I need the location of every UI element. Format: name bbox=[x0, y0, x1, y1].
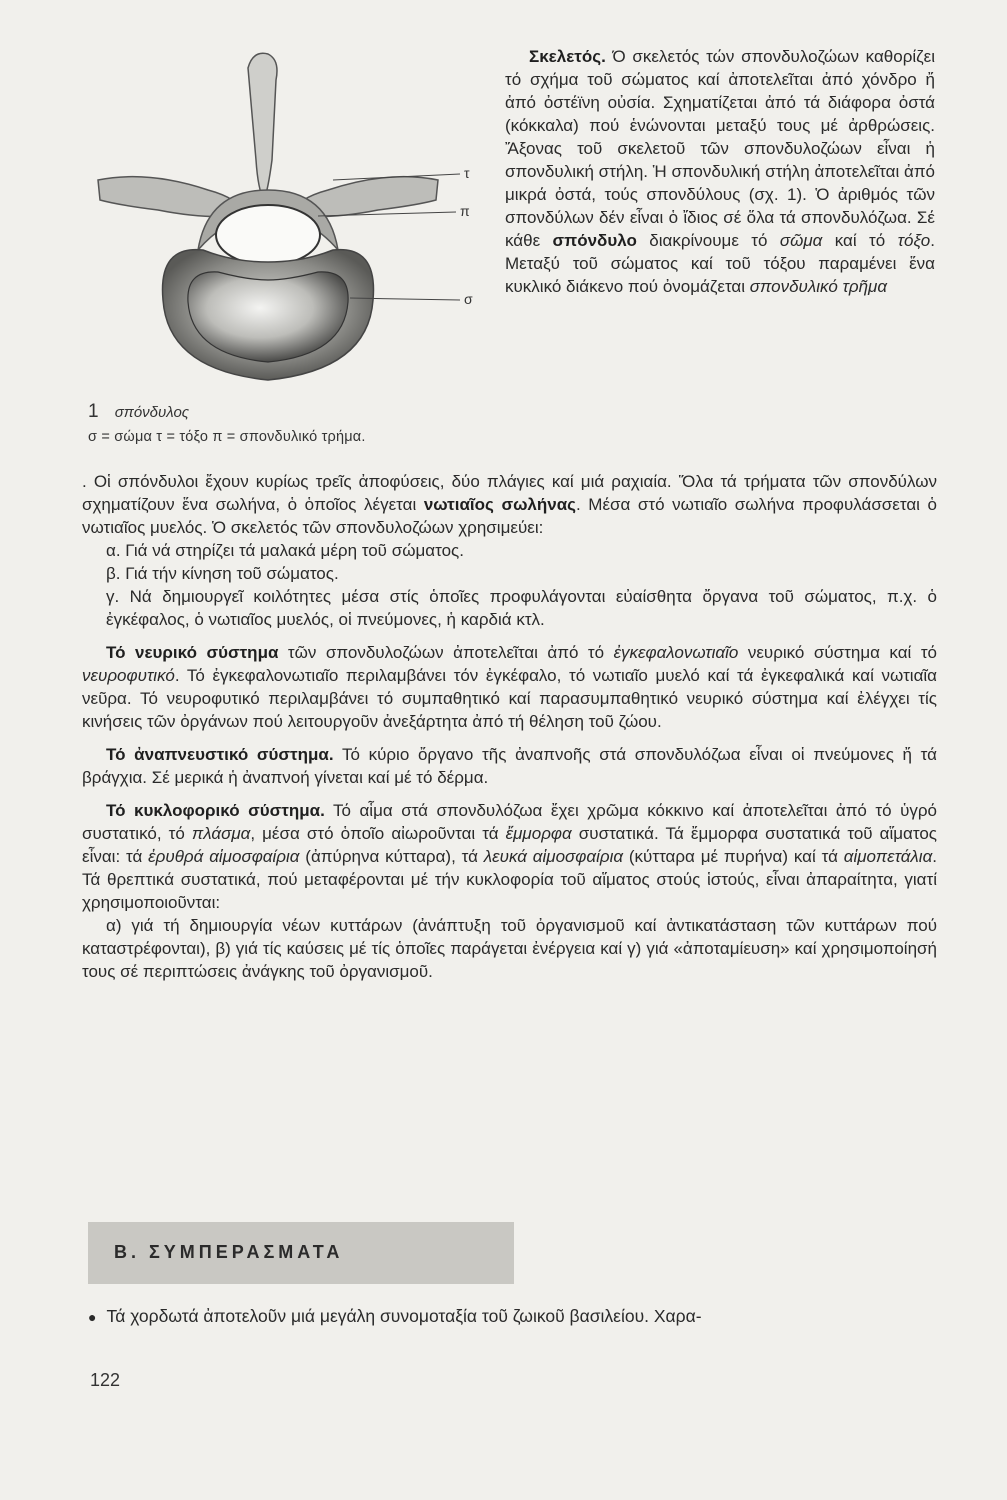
skeleton-use-b: β. Γιά τήν κίνηση τοῦ σώματος. bbox=[106, 564, 339, 583]
nervous-text-3: . Τό ἐγκεφαλονωτιαῖο περιλαμβάνει τόν ἐγκέφαλο, τό νωτιαῖο μυελό καί τά ἐγκεφαλικά καί νωτιαῖα νεῦρα. Τό νευροφυτικό περιλαμβάνει τό συμπαθητικό καί παρασυμπαθητικό νευρικό σύστημα καί ἐλέγχει τίς κινήσεις τῶν ὀργάνων πού λειτουργοῦν ἀνεξάρτητα ἀπό τή θέληση τοῦ ζώου. bbox=[82, 666, 937, 731]
bullet-icon: ● bbox=[88, 1309, 97, 1325]
circulatory-text-1: Τό αἷμα στά σπονδυλόζωα ἔχει χρῶμα κόκκινο καί ἀποτελεῖται ἀπό τό ὑγρό συστατικό, τό bbox=[82, 801, 937, 843]
circulatory-text-3: συστατικά. Τά ἔμμορφα συστατικά τοῦ αἵματος εἶναι: τά bbox=[82, 824, 937, 866]
vertebral-foramen bbox=[216, 205, 320, 265]
caption-title: σπόνδυλος bbox=[114, 404, 190, 421]
skeleton-text-5: . Οἱ σπόνδυλοι ἔχουν κυρίως τρεῖς ἀποφύσεις, δύο πλάγιες καί μιά ραχιαία. Ὅλα τά τρήματα τῶν σπονδύλων σχηματίζουν ἕνα σωλήνα, ὁ ὁποῖος λέγεται bbox=[82, 472, 937, 514]
conclusion-bullet bbox=[88, 1305, 948, 1329]
term-canal: νωτιαῖος σωλήνας bbox=[423, 495, 577, 514]
nervous-heading: Τό νευρικό σύστημα bbox=[106, 643, 279, 662]
skeleton-text-3: καί τό bbox=[822, 231, 898, 250]
circulatory-uses: α) γιά τή δημιουργία νέων κυττάρων (ἀνάπτυξη τοῦ ὀργανισμοῦ καί ἀντικατάσταση τῶν κυττάρων πού καταστρέφονται), β) γιά τίς καύσεις μέ τίς ὁποῖες παράγεται ἐνέργεια καί γ) γιά «ἀποταμίευση» καί χρησιμοποίησή τους σέ περιπτώσεις ἀνάγκης τοῦ ὀργανισμοῦ. bbox=[82, 916, 937, 981]
term-vertebra: σπόνδυλο bbox=[552, 231, 637, 250]
skeleton-use-c: γ. Νά δημιουργεῖ κοιλότητες μέσα στίς ὁποῖες προφυλάγονται εὐαίσθητα ὄργανα τοῦ σώματος, π.χ. ὁ ἐγκέφαλος, ὁ νωτιαῖος μυελός, οἱ πνεύμονες, ἡ καρδιά κτλ. bbox=[106, 587, 937, 629]
nervous-text-1: τῶν σπονδυλοζώων ἀποτελεῖται ἀπό τό bbox=[278, 643, 614, 662]
skeleton-paragraph-start bbox=[505, 45, 935, 298]
section-title: Β. ΣΥΜΠΕΡΑΣΜΑΤΑ bbox=[114, 1242, 344, 1262]
respiratory-paragraph bbox=[82, 743, 937, 789]
label-p: π bbox=[460, 203, 470, 219]
page-number: 122 bbox=[90, 1370, 121, 1390]
skeleton-text-4: . Μεταξύ τοῦ σώματος καί τοῦ τόξου παραμένει ἕνα κυκλικό διάκενο πού ὀνομάζεται bbox=[505, 231, 935, 296]
term-red-cells: ἐρυθρά αἱμοσφαίρια bbox=[148, 847, 300, 866]
skeleton-text-2: διακρίνουμε τό bbox=[636, 231, 780, 250]
term-formed: ἔμμορφα bbox=[505, 824, 572, 843]
skeleton-use-a: α. Γιά νά στηρίζει τά μαλακά μέρη τοῦ σώματος. bbox=[106, 541, 464, 560]
bullet-text: Τά χορδωτά ἀποτελοῦν μιά μεγάλη συνομοταξία τοῦ ζωικοῦ βασιλείου. Χαρα- bbox=[106, 1306, 702, 1326]
circulatory-text-2: , μέσα στό ὁποῖο αἰωροῦνται τά bbox=[250, 824, 506, 843]
nervous-text-2: νευρικό σύστημα καί τό bbox=[738, 643, 937, 662]
term-arch: τόξο bbox=[897, 231, 931, 250]
term-platelets: αἱμοπετάλια bbox=[843, 847, 933, 866]
circulatory-text-6: . Τά θρεπτικά συστατικά, πού μεταφέρονται μέ τήν κυκλοφορία τοῦ αἵματος στούς ἱστούς, εἶναι ἀπαραίτητα, γιατί χρησιμοποιοῦνται: bbox=[82, 847, 937, 912]
label-s: σ bbox=[464, 291, 473, 307]
term-white-cells: λευκά αἱμοσφαίρια bbox=[483, 847, 624, 866]
nervous-paragraph bbox=[82, 641, 937, 733]
caption-number: 1 bbox=[88, 401, 99, 422]
skeleton-text-1: Ό σκελετός τών σπονδυλοζώων καθορίζει τό σχήμα τοῦ σώματος καί ἀποτελεῖται ἀπό χόνδρο ἤ ἀπό ὀστέϊνη οὐσία. Σχηματίζεται ἀπό τά διάφορα ὀστά (κόκκαλα) πού ἑνώνονται μεταξύ τους μέ ἀρθρώσεις. Ἄξονας τοῦ σκελετοῦ τῶν σπονδυλοζώων εἶναι ἡ σπονδυλική στήλη. Ἡ σπονδυλική στήλη ἀποτελεῖται ἀπό μικρά ὀστά, τούς σπονδύλους (σχ. 1). Ὁ ἀριθμός τῶν σπονδύλων δέν εἶναι ὁ ἴδιος σέ ὅλα τά σπονδυλόζωα. Σέ κάθε bbox=[505, 47, 935, 250]
section-heading-box bbox=[88, 1222, 514, 1284]
circulatory-text-5: (κύτταρα μέ πυρήνα) καί τά bbox=[623, 847, 844, 866]
skeleton-heading: Σκελετός. bbox=[529, 47, 606, 66]
main-text bbox=[82, 470, 937, 983]
term-foramen: σπονδυλικό τρῆμα bbox=[749, 277, 888, 296]
circulatory-text-4: (ἀπύρηνα κύτταρα), τά bbox=[299, 847, 484, 866]
term-body: σῶμα bbox=[779, 231, 823, 250]
term-cerebrospinal: ἐγκεφαλονωτιαῖο bbox=[613, 643, 739, 662]
skeleton-text-6: . Μέσα στό νωτιαῖο σωλήνα προφυλάσσεται ὁ νωτιαῖος μυελός. Ὁ σκελετός τῶν σπονδυλοζώων χρησιμεύει: bbox=[82, 495, 937, 537]
vertebra-figure bbox=[88, 40, 493, 460]
respiratory-text: Τό κύριο ὄργανο τῆς ἀναπνοῆς στά σπονδυλόζωα εἶναι οἱ πνεύμονες ἤ τά βράγχια. Σέ μερικά ἡ ἀναπνοή γίνεται καί μέ τό δέρμα. bbox=[82, 745, 937, 787]
term-plasma: πλάσμα bbox=[191, 824, 251, 843]
circulatory-paragraph bbox=[82, 799, 937, 914]
circulatory-heading: Τό κυκλοφορικό σύστημα. bbox=[106, 801, 325, 820]
label-t: τ bbox=[464, 165, 470, 181]
respiratory-heading: Τό ἀναπνευστικό σύστημα. bbox=[106, 745, 334, 764]
vertebra-illustration bbox=[88, 40, 493, 400]
figure-caption bbox=[88, 402, 493, 447]
term-autonomic: νευροφυτικό bbox=[82, 666, 175, 685]
caption-legend: σ = σώμα τ = τόξο π = σπονδυλικό τρήμα. bbox=[88, 429, 366, 445]
spinous-process bbox=[248, 53, 277, 200]
